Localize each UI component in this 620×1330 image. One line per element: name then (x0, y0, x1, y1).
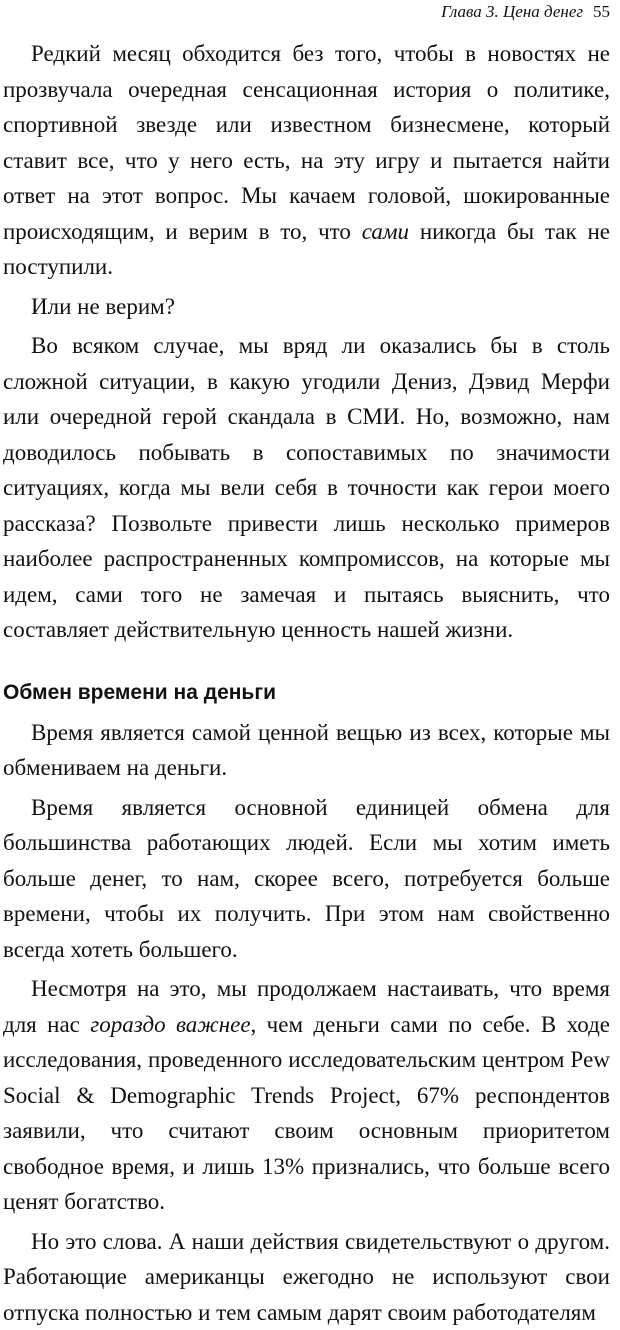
paragraph-1-text-b: никогда бы так не поступили. (3, 219, 610, 280)
paragraph-5: Время является основной единицей обмена для большинства работающих людей. Если мы хотим иметь больше денег, то нам, скорее всего, потребуется больше времени, чтобы их получить. При этом нам свойственно всегда хотеть большего. (3, 790, 610, 968)
body-text (3, 36, 610, 1330)
page-number: 55 (593, 2, 610, 22)
chapter-title: Глава 3. Цена денег (441, 2, 583, 22)
paragraph-6-emphasis: гораздо важнее (90, 1012, 250, 1037)
paragraph-1-text-a: Редкий месяц обходится без того, чтобы в новостях не прозвучала очередная сенсационная история о политике, спортивной звезде или известном бизнесмене, который ставит все, что у него есть, на эту игру и пытается найти ответ на этот вопрос. Мы качаем головой, шокированные происходящим, и верим в то, что (3, 41, 610, 244)
paragraph-6-text-b: , чем деньги сами по себе. В ходе исследования, проведенного исследовательским центром Pew Social & Demographic Trends Project, 67% респондентов заявили, что считают своим основным приоритетом свободное время, и лишь 13% признались, что больше всего ценят богатство. (3, 1012, 610, 1215)
paragraph-2: Или не верим? (3, 289, 610, 325)
paragraph-1 (3, 36, 610, 285)
paragraph-1-emphasis: сами (362, 219, 409, 244)
paragraph-6 (3, 971, 610, 1220)
section-heading: Обмен времени на деньги (3, 678, 610, 708)
paragraph-7: Но это слова. А наши действия свидетельствуют о другом. Работающие американцы ежегодно не используют свои отпуска полностью и тем самым дарят своим работодателям (3, 1224, 610, 1330)
running-header (441, 2, 610, 22)
paragraph-6-text-a: Несмотря на это, мы продолжаем настаивать, что время для нас (3, 976, 610, 1037)
paragraph-3: Во всяком случае, мы вряд ли оказались бы в столь сложной ситуации, в какую угодили Дениз, Дэвид Мерфи или очередной герой скандала в СМИ. Но, возможно, нам доводилось побывать в сопоставимых по значимости ситуациях, когда мы вели себя в точности как герои моего рассказа? Позвольте привести лишь несколько примеров наиболее распространенных компромиссов, на которые мы идем, сами того не замечая и пытаясь выяснить, что составляет действительную ценность нашей жизни. (3, 328, 610, 648)
paragraph-4: Время является самой ценной вещью из всех, которые мы обмениваем на деньги. (3, 715, 610, 786)
